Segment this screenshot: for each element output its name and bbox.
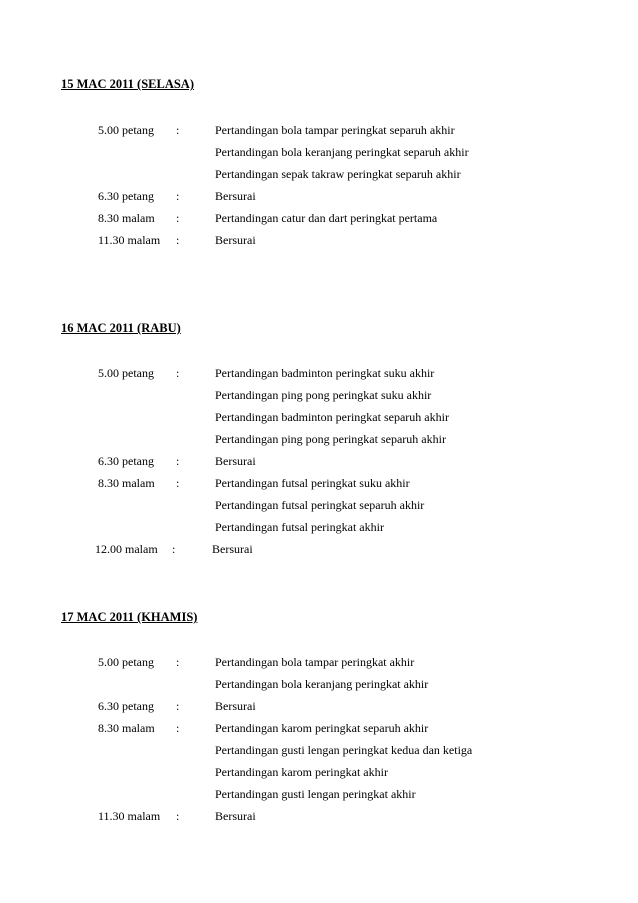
- event-label: Pertandingan futsal peringkat akhir: [215, 520, 384, 534]
- time-label: 5.00 petang: [98, 655, 154, 669]
- schedule-row: [0, 476, 638, 494]
- time-label: 8.30 malam: [98, 721, 155, 735]
- schedule-row: [0, 410, 638, 428]
- schedule-row: [0, 167, 638, 185]
- time-label: 11.30 malam: [98, 809, 161, 823]
- schedule-row: [0, 498, 638, 516]
- event-label: Pertandingan sepak takraw peringkat separuh akhir: [215, 167, 461, 181]
- event-label: Bersurai: [215, 233, 256, 247]
- time-label: 6.30 petang: [98, 454, 154, 468]
- time-label: 12.00 malam: [95, 542, 158, 556]
- schedule-row: [0, 787, 638, 805]
- time-label: 5.00 petang: [98, 366, 154, 380]
- separator: :: [172, 542, 176, 556]
- event-label: Pertandingan bola tampar peringkat akhir: [215, 655, 415, 669]
- schedule-row: [0, 699, 638, 717]
- schedule-row: [0, 211, 638, 229]
- time-label: 5.00 petang: [98, 123, 154, 137]
- event-label: Pertandingan catur dan dart peringkat pertama: [215, 211, 438, 225]
- separator: :: [176, 366, 180, 380]
- schedule-row: [0, 765, 638, 783]
- event-label: Bersurai: [212, 542, 253, 556]
- separator: :: [176, 123, 180, 137]
- schedule-row: [0, 454, 638, 472]
- event-label: Pertandingan futsal peringkat separuh akhir: [215, 498, 425, 512]
- separator: :: [176, 699, 180, 713]
- event-label: Pertandingan bola keranjang peringkat akhir: [215, 677, 429, 691]
- event-label: Bersurai: [215, 809, 256, 823]
- schedule-row: [0, 743, 638, 761]
- separator: :: [176, 233, 180, 247]
- schedule-row: [0, 520, 638, 538]
- day-title: 16 MAC 2011 (RABU): [61, 321, 181, 335]
- event-label: Bersurai: [215, 189, 256, 203]
- separator: :: [176, 189, 180, 203]
- separator: :: [176, 809, 180, 823]
- event-label: Pertandingan ping pong peringkat suku akhir: [215, 388, 432, 402]
- separator: :: [176, 655, 180, 669]
- schedule-row: [0, 145, 638, 163]
- schedule-row: [0, 366, 638, 384]
- schedule-row: [0, 809, 638, 827]
- event-label: Pertandingan bola keranjang peringkat separuh akhir: [215, 145, 469, 159]
- schedule-row: [0, 388, 638, 406]
- event-label: Pertandingan gusti lengan peringkat kedua dan ketiga: [215, 743, 473, 757]
- schedule-row: [0, 432, 638, 450]
- time-label: 6.30 petang: [98, 189, 154, 203]
- event-label: Pertandingan gusti lengan peringkat akhir: [215, 787, 416, 801]
- event-label: Pertandingan futsal peringkat suku akhir: [215, 476, 410, 490]
- separator: :: [176, 454, 180, 468]
- time-label: 11.30 malam: [98, 233, 161, 247]
- separator: :: [176, 476, 180, 490]
- event-label: Bersurai: [215, 454, 256, 468]
- event-label: Pertandingan badminton peringkat separuh akhir: [215, 410, 449, 424]
- event-label: Pertandingan karom peringkat separuh akhir: [215, 721, 429, 735]
- schedule-row: [0, 123, 638, 141]
- schedule-row: [0, 542, 638, 560]
- event-label: Pertandingan badminton peringkat suku akhir: [215, 366, 435, 380]
- time-label: 6.30 petang: [98, 699, 154, 713]
- day-title: 17 MAC 2011 (KHAMIS): [61, 610, 198, 624]
- schedule-row: [0, 655, 638, 673]
- schedule-row: [0, 721, 638, 739]
- time-label: 8.30 malam: [98, 211, 155, 225]
- separator: :: [176, 211, 180, 225]
- separator: :: [176, 721, 180, 735]
- schedule-row: [0, 189, 638, 207]
- event-label: Pertandingan ping pong peringkat separuh akhir: [215, 432, 446, 446]
- time-label: 8.30 malam: [98, 476, 155, 490]
- event-label: Bersurai: [215, 699, 256, 713]
- event-label: Pertandingan bola tampar peringkat separuh akhir: [215, 123, 455, 137]
- schedule-row: [0, 233, 638, 251]
- schedule-row: [0, 677, 638, 695]
- day-title: 15 MAC 2011 (SELASA): [61, 77, 194, 91]
- event-label: Pertandingan karom peringkat akhir: [215, 765, 388, 779]
